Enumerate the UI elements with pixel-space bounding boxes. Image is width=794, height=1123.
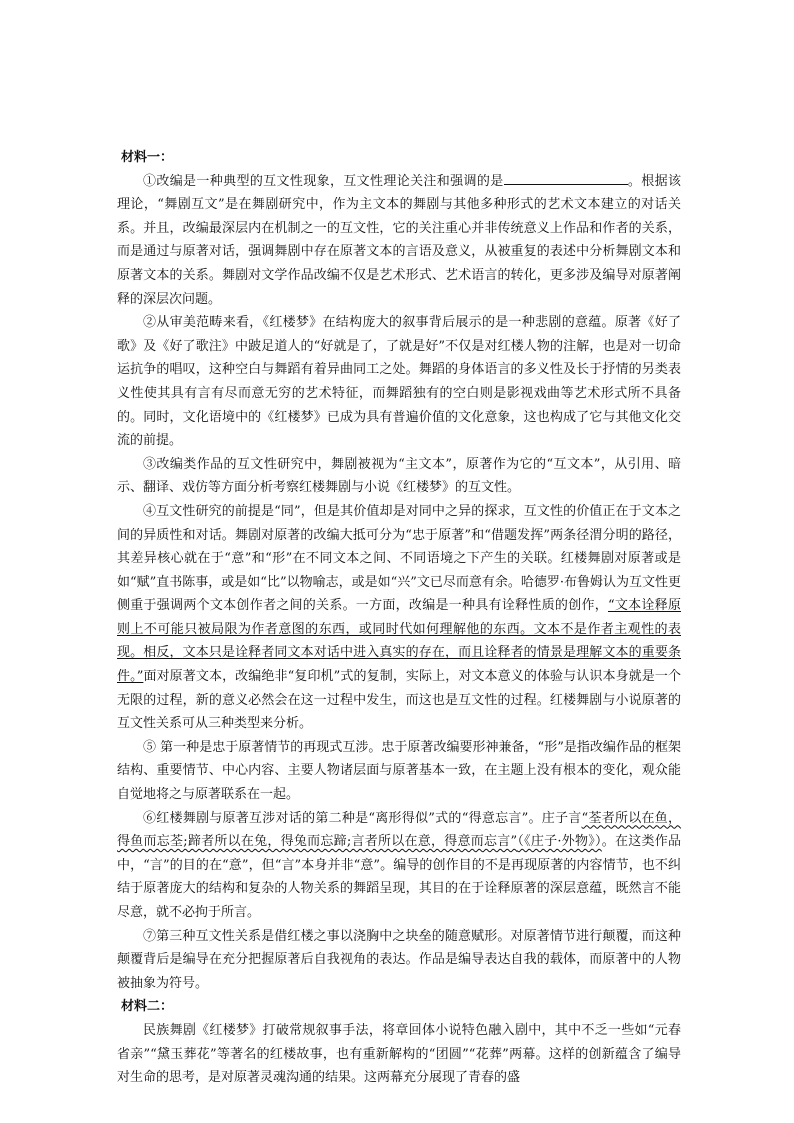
material-2-heading: 材料二： <box>121 999 174 1015</box>
paragraph-6-text-a: ⑥红楼舞剧与原著互涉对话的第二种是“离形得似”式的“得意忘言”。庄子言 <box>143 810 582 826</box>
paragraph-1-text-b: 。根据该理论，“舞剧互文”是在舞剧研究中，作为主文本的舞剧与其他多种形式的艺术文本建立的对话关系。并且，改编最深层内在机制之一的互文性，它的关注重心并非传统意义上作品和作者的关系，而是通过与原著对话，强调舞剧中存在原著文本的言语及意义，从被重复的表述中分析舞剧文本和原著文本的关系。舞剧对文学作品改编不仅是艺术形式、艺术语言的转化，更多涉及编导对原著阐释的深层次问题。 <box>117 173 681 307</box>
paragraph-6 <box>117 807 681 925</box>
paragraph-2: ②从审美范畴来看，《红楼梦》在结构庞大的叙事背后展示的是一种悲剧的意蕴。原著《好了歌》及《好了歌注》中跛足道人的“好就是了，了就是好”不仅是对红楼人物的注解，也是对一切命运抗争的唱叹，这种空白与舞蹈有着异曲同工之处。舞蹈的身体语言的多义性及长于抒情的另类表义性使其具有言有尽而意无穷的艺术特征，而舞蹈独有的空白则是影视戏曲等艺术形式所不具备的。同时，文化语境中的《红楼梦》已成为具有普遍价值的文化意象，这也构成了它与其他文化交流的前提。 <box>117 315 681 449</box>
paragraph-3: ③改编类作品的互文性研究中，舞剧被视为“主文本”，原著作为它的“互文本”，从引用、暗示、翻译、戏仿等方面分析考察红楼舞剧与小说《红楼梦》的互文性。 <box>117 456 681 496</box>
material-2-paragraph-1: 民族舞剧《红楼梦》打破常规叙事手法，将章回体小说特色融入剧中，其中不乏一些如“元春省亲”“黛玉葬花”等著名的红楼故事，也有重新解构的“团圆”“花葬”两幕。这样的创新蕴含了编导对生命的思考，是对原著灵魂沟通的结果。这两幕充分展现了青春的盛 <box>117 1022 681 1086</box>
underlined-quote: “文本诠释原则上不可能只被局限为作者意图的东西，或同时代如何理解他的东西。文本不是作者主观性的表现。相反，文本只是诠释者同文本对话中进入真实的存在，而且诠释者的情景是理解文本的重要条件。” <box>117 598 681 685</box>
paragraph-6-text-b: 。在这类作品中，“言”的目的在“意”，但“言”本身并非“意”。编导的创作目的不是再现原著的内容情节，也不纠结于原著庞大的结构和复杂的人物关系的舞蹈呈现，其目的在于诠释原著的深层意蕴，既然言不能尽意，就不必拘于所言。 <box>117 834 681 920</box>
document-page <box>117 146 681 1090</box>
fill-in-blank[interactable] <box>504 172 628 185</box>
paragraph-4-text-a: ④互文性研究的前提是“同”，但是其价值却是对同中之异的探求，互文性的价值正在于文本之间的异质性和对话。舞剧对原著的改编大抵可分为“忠于原著”和“借题发挥”两条径渭分明的路径，其差异核心就在于“意”和“形”在不同文本之间、不同语境之下产生的关联。红楼舞剧对原著或是如“赋”直书陈事，或是如“比”以物喻志，或是如“兴”文已尽而意有余。哈德罗·布鲁姆认为互文性更侧重于强调两个文本创作者之间的关系。一方面，改编是一种具有诠释性质的创作， <box>117 503 682 614</box>
paragraph-4 <box>117 500 681 736</box>
zhuangzi-quote: “荃者所以在鱼，得鱼而忘荃;蹄者所以在兔，得兔而忘蹄;言者所以在意，得意而忘言” <box>117 810 681 850</box>
paragraph-4-text-b: 面对原著文本，改编绝非“复印机”式的复制，实际上，对文本意义的体验与认识本身就是一个无限的过程，新的意义必然会在这一过程中发生，而这也是互文性的过程。红楼舞剧与小说原著的互文性关系可从三种类型来分析。 <box>117 669 681 732</box>
paragraph-5: ⑤ 第一种是忠于原著情节的再现式互涉。忠于原著改编要形神兼备，“形”是指改编作品的框架结构、重要情节、中心内容、主要人物诸层面与原著基本一致，在主题上没有根本的变化，观众能自觉地将之与原著联系在一起。 <box>117 739 681 803</box>
paragraph-1 <box>117 170 681 312</box>
paragraph-1-text-a: ①改编是一种典型的互文性现象，互文性理论关注和强调的是 <box>143 173 504 189</box>
material-1-heading: 材料一： <box>121 150 174 165</box>
zhuangzi-source: （《庄子·外物》） <box>517 834 602 850</box>
paragraph-7: ⑦第三种互文性关系是借红楼之事以浇胸中之块垒的随意赋形。对原著情节进行颠覆，而这种颠覆背后是编导在充分把握原著后自我视角的表达。作品是编导表达自我的载体，而原著中的人物被抽象为符号。 <box>117 928 681 991</box>
